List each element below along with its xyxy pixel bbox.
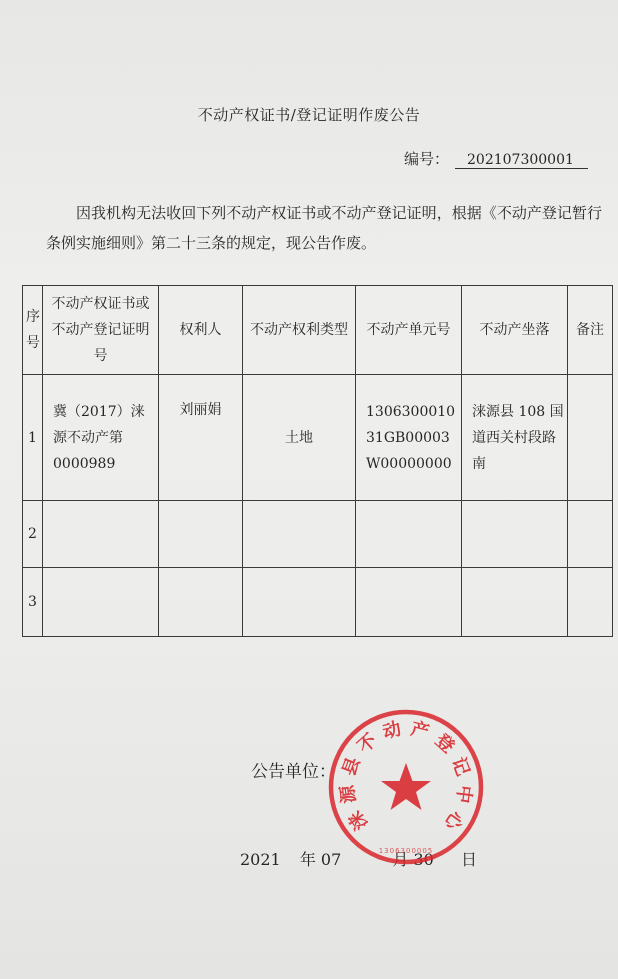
document-title: 不动产权证书/登记证明作废公告 (197, 106, 421, 124)
cell-right-holder: 刘丽娟 (159, 375, 243, 501)
cell-seq: 3 (23, 568, 43, 637)
seal-char: 动 (380, 718, 404, 744)
document-number-row (404, 148, 588, 169)
cell-seq: 2 (23, 501, 43, 568)
header-unit-number: 不动产单元号 (356, 286, 462, 375)
date-year: 2021 (240, 850, 281, 869)
seal-char: 心 (439, 806, 468, 834)
seal-char: 县 (338, 754, 365, 779)
cell-remark (568, 568, 613, 637)
official-seal-stamp (326, 707, 486, 867)
number-value: 202107300001 (455, 152, 588, 169)
seal-char: 涞 (344, 806, 373, 834)
cell-remark (568, 375, 613, 501)
cell-seq: 1 (23, 375, 43, 501)
table-row (23, 501, 613, 568)
date-day: 30 (413, 850, 434, 869)
seal-char: 产 (408, 718, 432, 744)
table-header-row (23, 286, 613, 375)
table-row (23, 375, 613, 501)
date-month-unit: 月 (392, 850, 409, 869)
header-right-type: 不动产权利类型 (243, 286, 356, 375)
seal-char: 中 (451, 784, 476, 805)
notice-body: 因我机构无法收回下列不动产权证书或不动产登记证明，根据《不动产登记暂行条例实施细则》第二十三条的规定，现公告作废。 (46, 204, 602, 252)
header-location: 不动产坐落 (462, 286, 568, 375)
issuer-line (251, 757, 336, 782)
cell-right-type: 土地 (243, 375, 356, 501)
seal-char: 登 (430, 729, 459, 758)
seal-code: 1306300005 (378, 847, 434, 855)
seal-star-icon (381, 763, 431, 810)
cell-remark (568, 501, 613, 568)
header-seq: 序号 (23, 286, 43, 375)
cell-right-holder (159, 568, 243, 637)
cell-location (462, 568, 568, 637)
cell-location (462, 501, 568, 568)
cell-right-type (243, 501, 356, 568)
header-remark: 备注 (568, 286, 613, 375)
date-year-unit: 年 (299, 850, 316, 869)
issuer-label: 公告单位： (251, 762, 336, 782)
header-right-holder: 权利人 (159, 286, 243, 375)
cell-certificate-number: 冀（2017）涞源不动产第0000989 (43, 375, 159, 501)
cell-location: 涞源县 108 国道西关村段路南 (462, 375, 568, 501)
cell-unit-number: 130630001031GB00003W00000000 (356, 375, 462, 501)
cell-unit-number (356, 568, 462, 637)
number-label: 编号： (404, 150, 450, 168)
date-day-unit: 日 (460, 850, 477, 869)
void-certificate-table (22, 285, 613, 637)
cell-right-holder (159, 501, 243, 568)
table-row (23, 568, 613, 637)
cell-certificate-number (43, 568, 159, 637)
seal-char: 源 (336, 784, 361, 805)
date-month: 07 (320, 850, 342, 869)
cell-certificate-number (43, 501, 159, 568)
seal-char: 记 (447, 754, 474, 779)
seal-char: 不 (353, 729, 382, 758)
header-certificate-number: 不动产权证书或不动产登记证明号 (43, 286, 159, 375)
cell-unit-number (356, 501, 462, 568)
cell-right-type (243, 568, 356, 637)
